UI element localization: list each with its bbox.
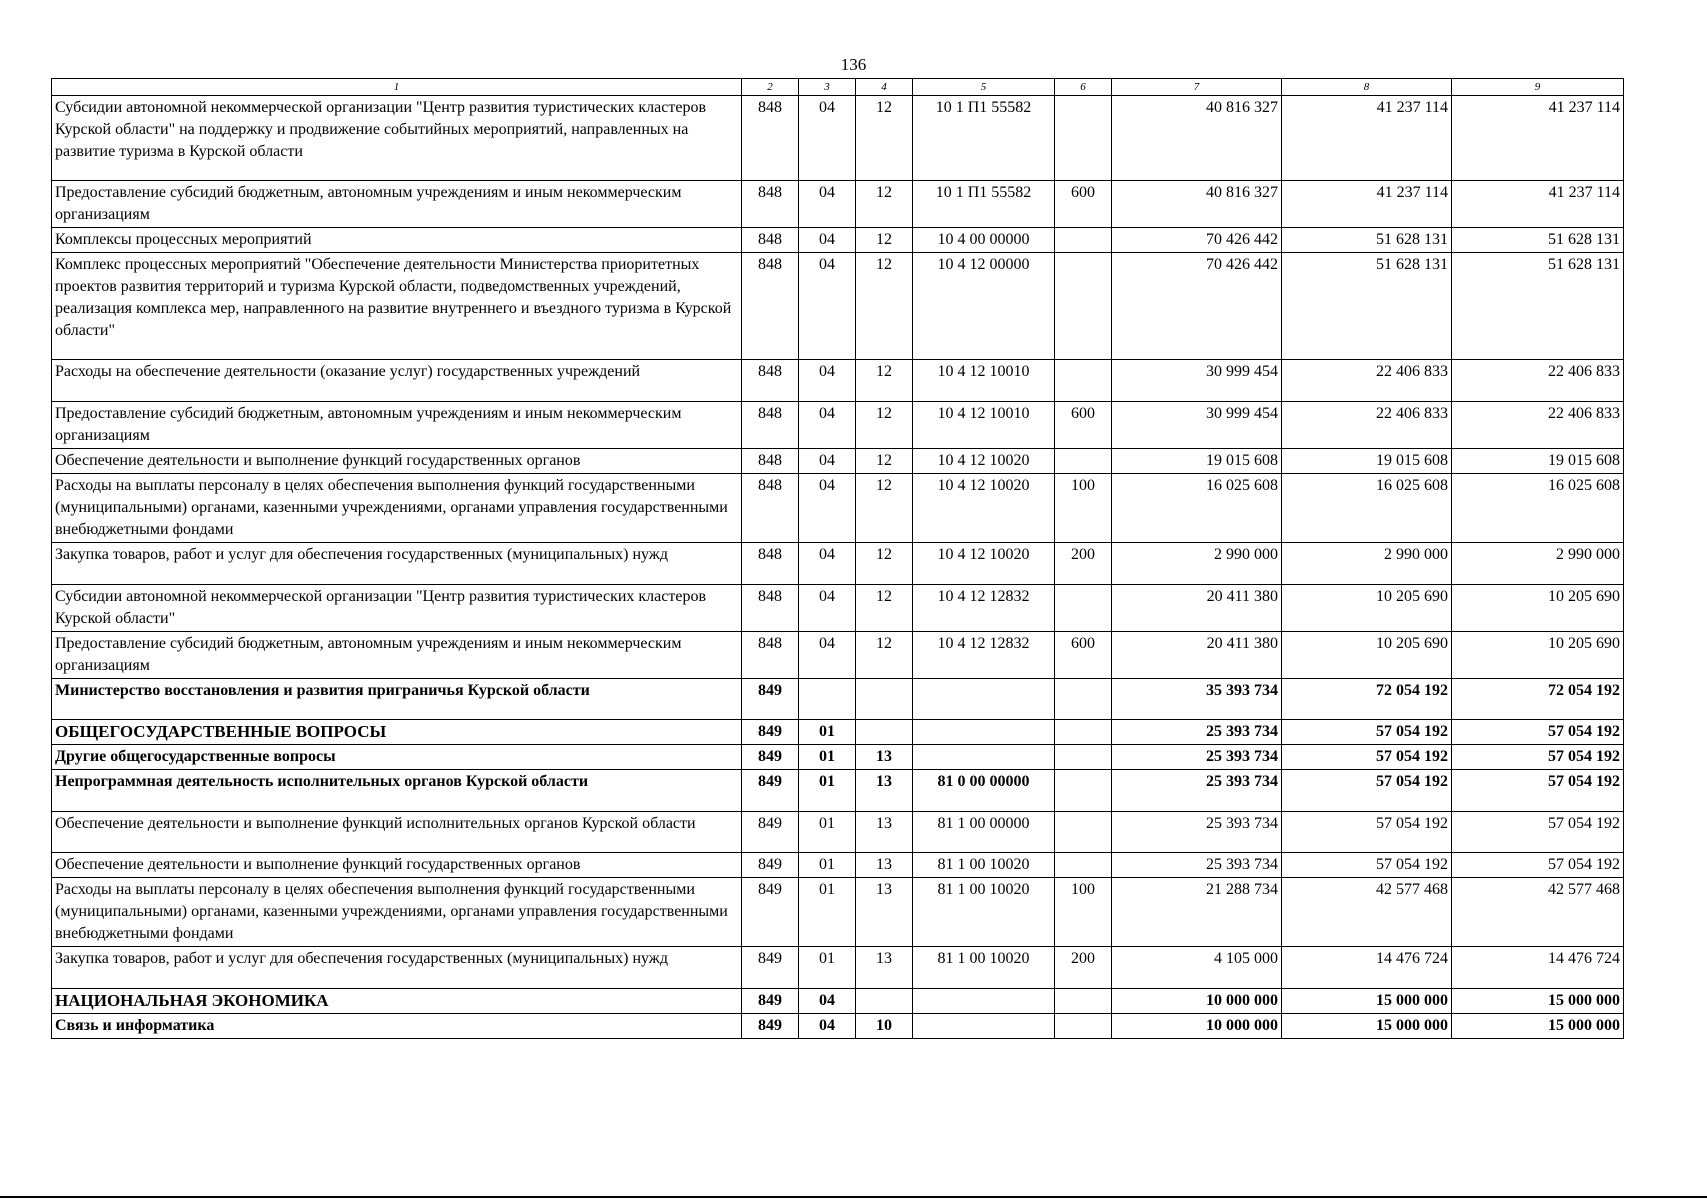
section-code-cell: 01 xyxy=(799,720,856,745)
target-article-cell: 10 4 12 12832 xyxy=(913,632,1055,679)
expense-type-cell xyxy=(1055,770,1112,812)
amount-col9-cell: 15 000 000 xyxy=(1452,1014,1624,1039)
table-row xyxy=(52,947,1624,989)
amount-col7-cell: 19 015 608 xyxy=(1112,449,1282,474)
amount-col9-cell: 22 406 833 xyxy=(1452,360,1624,402)
expense-type-cell: 600 xyxy=(1055,632,1112,679)
expense-type-cell: 600 xyxy=(1055,402,1112,449)
amount-col8-cell: 51 628 131 xyxy=(1282,253,1452,360)
amount-col7-cell: 4 105 000 xyxy=(1112,947,1282,989)
subsection-code-cell: 13 xyxy=(856,878,913,947)
amount-col9-cell: 2 990 000 xyxy=(1452,543,1624,585)
section-code-cell: 04 xyxy=(799,181,856,228)
grbs-code-cell: 849 xyxy=(742,878,799,947)
section-code-cell: 01 xyxy=(799,770,856,812)
column-number-cell: 8 xyxy=(1282,79,1452,96)
amount-col7-cell: 10 000 000 xyxy=(1112,1014,1282,1039)
subsection-code-cell: 12 xyxy=(856,228,913,253)
subsection-code-cell: 12 xyxy=(856,632,913,679)
amount-col8-cell: 16 025 608 xyxy=(1282,474,1452,543)
grbs-code-cell: 848 xyxy=(742,253,799,360)
amount-col9-cell: 19 015 608 xyxy=(1452,449,1624,474)
section-code-cell: 04 xyxy=(799,1014,856,1039)
expense-name-cell: Закупка товаров, работ и услуг для обеспечения государственных (муниципальных) нужд xyxy=(52,543,742,585)
column-number-cell: 5 xyxy=(913,79,1055,96)
expense-type-cell xyxy=(1055,812,1112,853)
section-code-cell: 01 xyxy=(799,812,856,853)
table-row xyxy=(52,253,1624,360)
grbs-code-cell: 849 xyxy=(742,853,799,878)
section-code-cell: 04 xyxy=(799,253,856,360)
amount-col7-cell: 30 999 454 xyxy=(1112,402,1282,449)
amount-col9-cell: 41 237 114 xyxy=(1452,181,1624,228)
expense-type-cell xyxy=(1055,989,1112,1014)
column-number-cell: 1 xyxy=(52,79,742,96)
amount-col8-cell: 57 054 192 xyxy=(1282,770,1452,812)
table-row xyxy=(52,878,1624,947)
amount-col8-cell: 57 054 192 xyxy=(1282,720,1452,745)
amount-col8-cell: 22 406 833 xyxy=(1282,402,1452,449)
subsection-code-cell: 12 xyxy=(856,253,913,360)
amount-col9-cell: 10 205 690 xyxy=(1452,585,1624,632)
expense-type-cell xyxy=(1055,96,1112,181)
target-article-cell: 10 4 12 10020 xyxy=(913,449,1055,474)
expense-name-cell: Обеспечение деятельности и выполнение функций государственных органов xyxy=(52,853,742,878)
expense-type-cell xyxy=(1055,1014,1112,1039)
amount-col8-cell: 57 054 192 xyxy=(1282,812,1452,853)
expense-type-cell: 600 xyxy=(1055,181,1112,228)
section-code-cell: 04 xyxy=(799,543,856,585)
amount-col7-cell: 25 393 734 xyxy=(1112,812,1282,853)
target-article-cell xyxy=(913,679,1055,720)
amount-col7-cell: 25 393 734 xyxy=(1112,853,1282,878)
amount-col8-cell: 57 054 192 xyxy=(1282,745,1452,770)
table-row xyxy=(52,543,1624,585)
amount-col7-cell: 21 288 734 xyxy=(1112,878,1282,947)
table-row xyxy=(52,632,1624,679)
column-number-cell: 7 xyxy=(1112,79,1282,96)
amount-col7-cell: 10 000 000 xyxy=(1112,989,1282,1014)
amount-col7-cell: 25 393 734 xyxy=(1112,745,1282,770)
section-code-cell: 04 xyxy=(799,632,856,679)
expense-type-cell: 100 xyxy=(1055,878,1112,947)
section-code-cell: 04 xyxy=(799,585,856,632)
expense-name-cell: Связь и информатика xyxy=(52,1014,742,1039)
amount-col7-cell: 25 393 734 xyxy=(1112,720,1282,745)
expense-type-cell xyxy=(1055,360,1112,402)
subsection-code-cell: 13 xyxy=(856,853,913,878)
table-row xyxy=(52,853,1624,878)
subsection-code-cell xyxy=(856,989,913,1014)
expense-type-cell xyxy=(1055,745,1112,770)
subsection-code-cell: 12 xyxy=(856,449,913,474)
table-row xyxy=(52,989,1624,1014)
expense-name-cell: Закупка товаров, работ и услуг для обеспечения государственных (муниципальных) нужд xyxy=(52,947,742,989)
amount-col7-cell: 30 999 454 xyxy=(1112,360,1282,402)
amount-col8-cell: 15 000 000 xyxy=(1282,1014,1452,1039)
budget-table xyxy=(51,78,1624,1039)
grbs-code-cell: 848 xyxy=(742,449,799,474)
amount-col8-cell: 10 205 690 xyxy=(1282,632,1452,679)
section-code-cell: 01 xyxy=(799,947,856,989)
section-code-cell: 01 xyxy=(799,745,856,770)
expense-name-cell: Предоставление субсидий бюджетным, автономным учреждениям и иным некоммерческим организациям xyxy=(52,181,742,228)
amount-col8-cell: 41 237 114 xyxy=(1282,181,1452,228)
amount-col8-cell: 19 015 608 xyxy=(1282,449,1452,474)
table-row xyxy=(52,181,1624,228)
subsection-code-cell: 12 xyxy=(856,181,913,228)
grbs-code-cell: 848 xyxy=(742,360,799,402)
grbs-code-cell: 848 xyxy=(742,474,799,543)
expense-name-cell: ОБЩЕГОСУДАРСТВЕННЫЕ ВОПРОСЫ xyxy=(52,720,742,745)
subsection-code-cell: 12 xyxy=(856,360,913,402)
column-number-header-row xyxy=(52,79,1624,96)
expense-name-cell: НАЦИОНАЛЬНАЯ ЭКОНОМИКА xyxy=(52,989,742,1014)
amount-col7-cell: 70 426 442 xyxy=(1112,228,1282,253)
amount-col9-cell: 42 577 468 xyxy=(1452,878,1624,947)
table-row xyxy=(52,812,1624,853)
subsection-code-cell: 10 xyxy=(856,1014,913,1039)
amount-col8-cell: 57 054 192 xyxy=(1282,853,1452,878)
target-article-cell: 81 0 00 00000 xyxy=(913,770,1055,812)
grbs-code-cell: 848 xyxy=(742,632,799,679)
subsection-code-cell: 12 xyxy=(856,96,913,181)
section-code-cell: 04 xyxy=(799,360,856,402)
section-code-cell xyxy=(799,679,856,720)
target-article-cell: 10 4 12 10020 xyxy=(913,474,1055,543)
target-article-cell: 81 1 00 10020 xyxy=(913,853,1055,878)
table-row xyxy=(52,449,1624,474)
expense-type-cell xyxy=(1055,228,1112,253)
expense-type-cell xyxy=(1055,853,1112,878)
grbs-code-cell: 848 xyxy=(742,181,799,228)
subsection-code-cell: 13 xyxy=(856,947,913,989)
subsection-code-cell xyxy=(856,679,913,720)
grbs-code-cell: 849 xyxy=(742,770,799,812)
table-row xyxy=(52,96,1624,181)
page-number: 136 xyxy=(840,55,867,74)
amount-col8-cell: 14 476 724 xyxy=(1282,947,1452,989)
target-article-cell: 81 1 00 10020 xyxy=(913,878,1055,947)
grbs-code-cell: 848 xyxy=(742,402,799,449)
subsection-code-cell: 12 xyxy=(856,543,913,585)
amount-col9-cell: 51 628 131 xyxy=(1452,253,1624,360)
target-article-cell: 10 4 00 00000 xyxy=(913,228,1055,253)
target-article-cell: 10 4 12 12832 xyxy=(913,585,1055,632)
amount-col9-cell: 14 476 724 xyxy=(1452,947,1624,989)
section-code-cell: 04 xyxy=(799,96,856,181)
amount-col8-cell: 51 628 131 xyxy=(1282,228,1452,253)
expense-type-cell: 100 xyxy=(1055,474,1112,543)
grbs-code-cell: 849 xyxy=(742,745,799,770)
expense-type-cell xyxy=(1055,720,1112,745)
amount-col9-cell: 51 628 131 xyxy=(1452,228,1624,253)
subsection-code-cell: 13 xyxy=(856,745,913,770)
amount-col8-cell: 41 237 114 xyxy=(1282,96,1452,181)
expense-type-cell: 200 xyxy=(1055,543,1112,585)
amount-col7-cell: 40 816 327 xyxy=(1112,181,1282,228)
table-row xyxy=(52,402,1624,449)
expense-name-cell: Предоставление субсидий бюджетным, автономным учреждениям и иным некоммерческим организациям xyxy=(52,632,742,679)
amount-col9-cell: 57 054 192 xyxy=(1452,853,1624,878)
grbs-code-cell: 849 xyxy=(742,989,799,1014)
column-number-cell: 4 xyxy=(856,79,913,96)
section-code-cell: 01 xyxy=(799,878,856,947)
target-article-cell: 10 4 12 10010 xyxy=(913,360,1055,402)
section-code-cell: 04 xyxy=(799,449,856,474)
expense-name-cell: Министерство восстановления и развития приграничья Курской области xyxy=(52,679,742,720)
expense-name-cell: Комплексы процессных мероприятий xyxy=(52,228,742,253)
target-article-cell xyxy=(913,989,1055,1014)
target-article-cell: 81 1 00 00000 xyxy=(913,812,1055,853)
target-article-cell: 10 4 12 10020 xyxy=(913,543,1055,585)
section-code-cell: 01 xyxy=(799,853,856,878)
grbs-code-cell: 849 xyxy=(742,1014,799,1039)
section-code-cell: 04 xyxy=(799,989,856,1014)
subsection-code-cell: 13 xyxy=(856,770,913,812)
target-article-cell: 10 1 П1 55582 xyxy=(913,181,1055,228)
target-article-cell: 81 1 00 10020 xyxy=(913,947,1055,989)
column-number-cell: 3 xyxy=(799,79,856,96)
table-row xyxy=(52,1014,1624,1039)
expense-type-cell xyxy=(1055,585,1112,632)
expense-name-cell: Непрограммная деятельность исполнительных органов Курской области xyxy=(52,770,742,812)
amount-col7-cell: 20 411 380 xyxy=(1112,585,1282,632)
amount-col8-cell: 42 577 468 xyxy=(1282,878,1452,947)
subsection-code-cell: 12 xyxy=(856,585,913,632)
target-article-cell: 10 1 П1 55582 xyxy=(913,96,1055,181)
amount-col8-cell: 15 000 000 xyxy=(1282,989,1452,1014)
table-row xyxy=(52,585,1624,632)
expense-name-cell: Расходы на обеспечение деятельности (оказание услуг) государственных учреждений xyxy=(52,360,742,402)
grbs-code-cell: 848 xyxy=(742,585,799,632)
expense-type-cell xyxy=(1055,449,1112,474)
amount-col9-cell: 15 000 000 xyxy=(1452,989,1624,1014)
target-article-cell xyxy=(913,745,1055,770)
amount-col7-cell: 25 393 734 xyxy=(1112,770,1282,812)
grbs-code-cell: 849 xyxy=(742,812,799,853)
grbs-code-cell: 849 xyxy=(742,679,799,720)
expense-name-cell: Комплекс процессных мероприятий "Обеспечение деятельности Министерства приоритетных проектов развития территорий и туризма Курской области, подведомственных учреждений, реализация комплекса мер, направленного на развитие внутреннего и въездного туризма в Курской области" xyxy=(52,253,742,360)
amount-col8-cell: 22 406 833 xyxy=(1282,360,1452,402)
section-code-cell: 04 xyxy=(799,228,856,253)
target-article-cell xyxy=(913,1014,1055,1039)
target-article-cell xyxy=(913,720,1055,745)
expense-type-cell xyxy=(1055,679,1112,720)
expense-name-cell: Предоставление субсидий бюджетным, автономным учреждениям и иным некоммерческим организациям xyxy=(52,402,742,449)
amount-col7-cell: 20 411 380 xyxy=(1112,632,1282,679)
expense-type-cell xyxy=(1055,253,1112,360)
amount-col9-cell: 72 054 192 xyxy=(1452,679,1624,720)
expense-name-cell: Расходы на выплаты персоналу в целях обеспечения выполнения функций государственными (муниципальными) органами, казенными учреждениями, органами управления государственными внебюджетными фондами xyxy=(52,878,742,947)
expense-name-cell: Расходы на выплаты персоналу в целях обеспечения выполнения функций государственными (муниципальными) органами, казенными учреждениями, органами управления государственными внебюджетными фондами xyxy=(52,474,742,543)
table-row xyxy=(52,770,1624,812)
column-number-cell: 6 xyxy=(1055,79,1112,96)
amount-col9-cell: 10 205 690 xyxy=(1452,632,1624,679)
expense-name-cell: Обеспечение деятельности и выполнение функций исполнительных органов Курской области xyxy=(52,812,742,853)
subsection-code-cell: 12 xyxy=(856,474,913,543)
amount-col9-cell: 57 054 192 xyxy=(1452,770,1624,812)
table-row xyxy=(52,679,1624,720)
column-number-cell: 2 xyxy=(742,79,799,96)
expense-name-cell: Субсидии автономной некоммерческой организации "Центр развития туристических кластеров Курской области" на поддержку и продвижение событийных мероприятий, направленных на развитие туризма в Курской области xyxy=(52,96,742,181)
grbs-code-cell: 849 xyxy=(742,947,799,989)
grbs-code-cell: 848 xyxy=(742,96,799,181)
bottom-border-line xyxy=(0,1196,1707,1198)
grbs-code-cell: 848 xyxy=(742,228,799,253)
amount-col9-cell: 57 054 192 xyxy=(1452,812,1624,853)
amount-col7-cell: 70 426 442 xyxy=(1112,253,1282,360)
amount-col8-cell: 10 205 690 xyxy=(1282,585,1452,632)
column-number-cell: 9 xyxy=(1452,79,1624,96)
amount-col7-cell: 2 990 000 xyxy=(1112,543,1282,585)
expense-name-cell: Другие общегосударственные вопросы xyxy=(52,745,742,770)
amount-col9-cell: 41 237 114 xyxy=(1452,96,1624,181)
table-row xyxy=(52,720,1624,745)
grbs-code-cell: 849 xyxy=(742,720,799,745)
target-article-cell: 10 4 12 10010 xyxy=(913,402,1055,449)
subsection-code-cell: 13 xyxy=(856,812,913,853)
amount-col7-cell: 16 025 608 xyxy=(1112,474,1282,543)
table-row xyxy=(52,228,1624,253)
section-code-cell: 04 xyxy=(799,402,856,449)
subsection-code-cell xyxy=(856,720,913,745)
amount-col9-cell: 22 406 833 xyxy=(1452,402,1624,449)
expense-name-cell: Обеспечение деятельности и выполнение функций государственных органов xyxy=(52,449,742,474)
table-row xyxy=(52,474,1624,543)
table-row xyxy=(52,745,1624,770)
amount-col7-cell: 40 816 327 xyxy=(1112,96,1282,181)
expense-type-cell: 200 xyxy=(1055,947,1112,989)
grbs-code-cell: 848 xyxy=(742,543,799,585)
target-article-cell: 10 4 12 00000 xyxy=(913,253,1055,360)
amount-col9-cell: 57 054 192 xyxy=(1452,720,1624,745)
table-row xyxy=(52,360,1624,402)
amount-col9-cell: 16 025 608 xyxy=(1452,474,1624,543)
expense-name-cell: Субсидии автономной некоммерческой организации "Центр развития туристических кластеров Курской области" xyxy=(52,585,742,632)
amount-col7-cell: 35 393 734 xyxy=(1112,679,1282,720)
amount-col8-cell: 72 054 192 xyxy=(1282,679,1452,720)
section-code-cell: 04 xyxy=(799,474,856,543)
amount-col8-cell: 2 990 000 xyxy=(1282,543,1452,585)
amount-col9-cell: 57 054 192 xyxy=(1452,745,1624,770)
subsection-code-cell: 12 xyxy=(856,402,913,449)
